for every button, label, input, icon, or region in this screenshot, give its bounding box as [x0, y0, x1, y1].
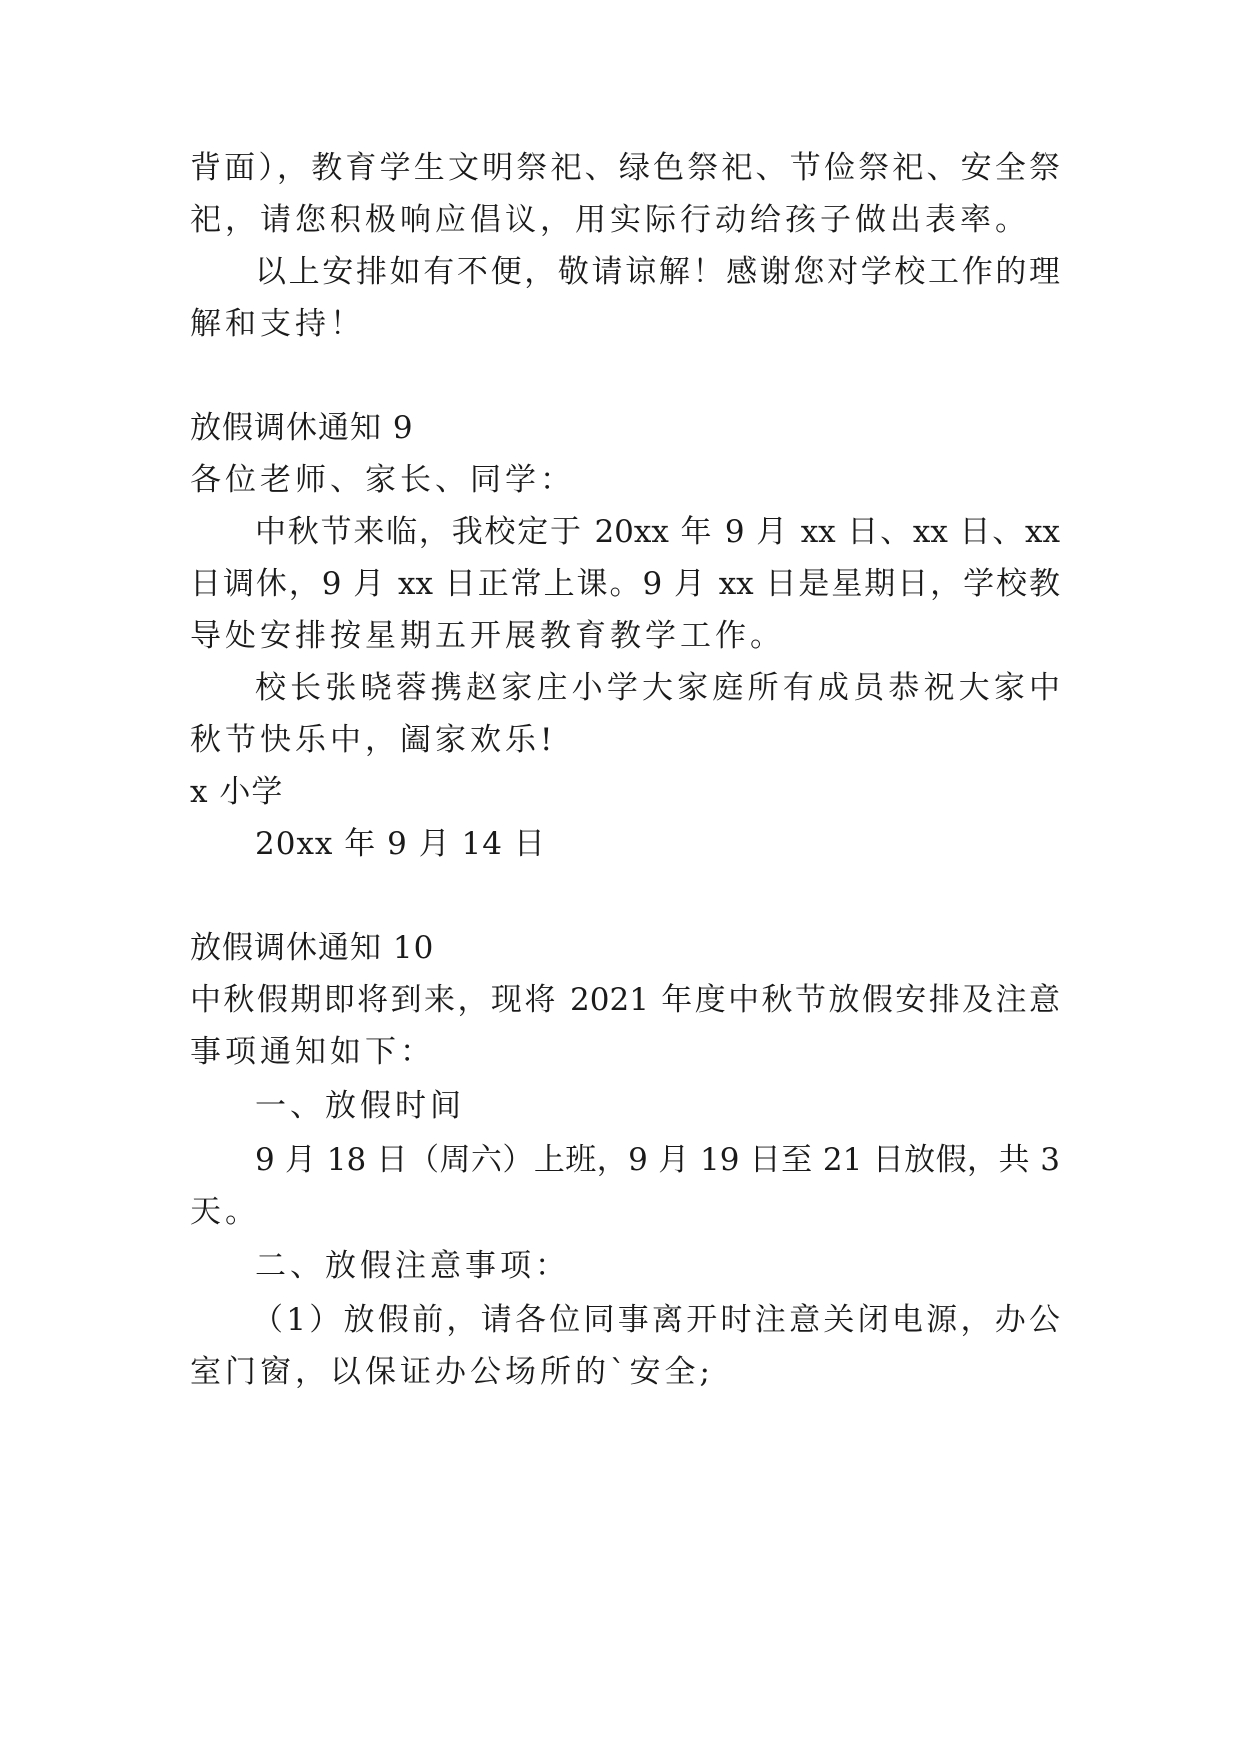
list-item: （1）放假前，请各位同事离开时注意关闭电源，办公: [252, 1302, 1060, 1338]
paragraph-line: 校长张晓蓉携赵家庄小学大家庭所有成员恭祝大家中: [255, 670, 1060, 706]
paragraph-line: 背面），教育学生文明祭祀、绿色祭祀、节俭祭祀、安全祭: [190, 150, 1060, 186]
paragraph-line: 日调休，9 月 xx 日正常上课。9 月 xx 日是星期日，学校教: [190, 566, 1060, 602]
notice-title: 放假调休通知 9: [190, 410, 414, 446]
paragraph-line: 中秋假期即将到来，现将 2021 年度中秋节放假安排及注意: [190, 982, 1060, 1018]
section-heading: 一、放假时间: [255, 1088, 465, 1124]
paragraph-line: 中秋节来临，我校定于 20xx 年 9 月 xx 日、xx 日、xx: [255, 514, 1060, 550]
paragraph-line: 祀，请您积极响应倡议，用实际行动给孩子做出表率。: [190, 202, 1030, 238]
section-heading: 二、放假注意事项：: [255, 1248, 570, 1284]
signature: x 小学: [190, 774, 284, 810]
notice-title: 放假调休通知 10: [190, 930, 435, 966]
paragraph-line: 解和支持！: [190, 306, 365, 342]
paragraph-line: 以上安排如有不便，敬请谅解！感谢您对学校工作的理: [255, 254, 1060, 290]
paragraph-line: 导处安排按星期五开展教育教学工作。: [190, 618, 785, 654]
paragraph-line: 天。: [190, 1194, 260, 1230]
paragraph-line: 事项通知如下：: [190, 1034, 435, 1070]
paragraph-line: 室门窗，以保证办公场所的`安全;: [190, 1354, 714, 1390]
date: 20xx 年 9 月 14 日: [255, 826, 546, 862]
paragraph-line: 9 月 18 日（周六）上班，9 月 19 日至 21 日放假，共 3: [255, 1142, 1060, 1178]
paragraph-line: 秋节快乐中，阖家欢乐!: [190, 722, 557, 758]
salutation: 各位老师、家长、同学：: [190, 462, 575, 498]
